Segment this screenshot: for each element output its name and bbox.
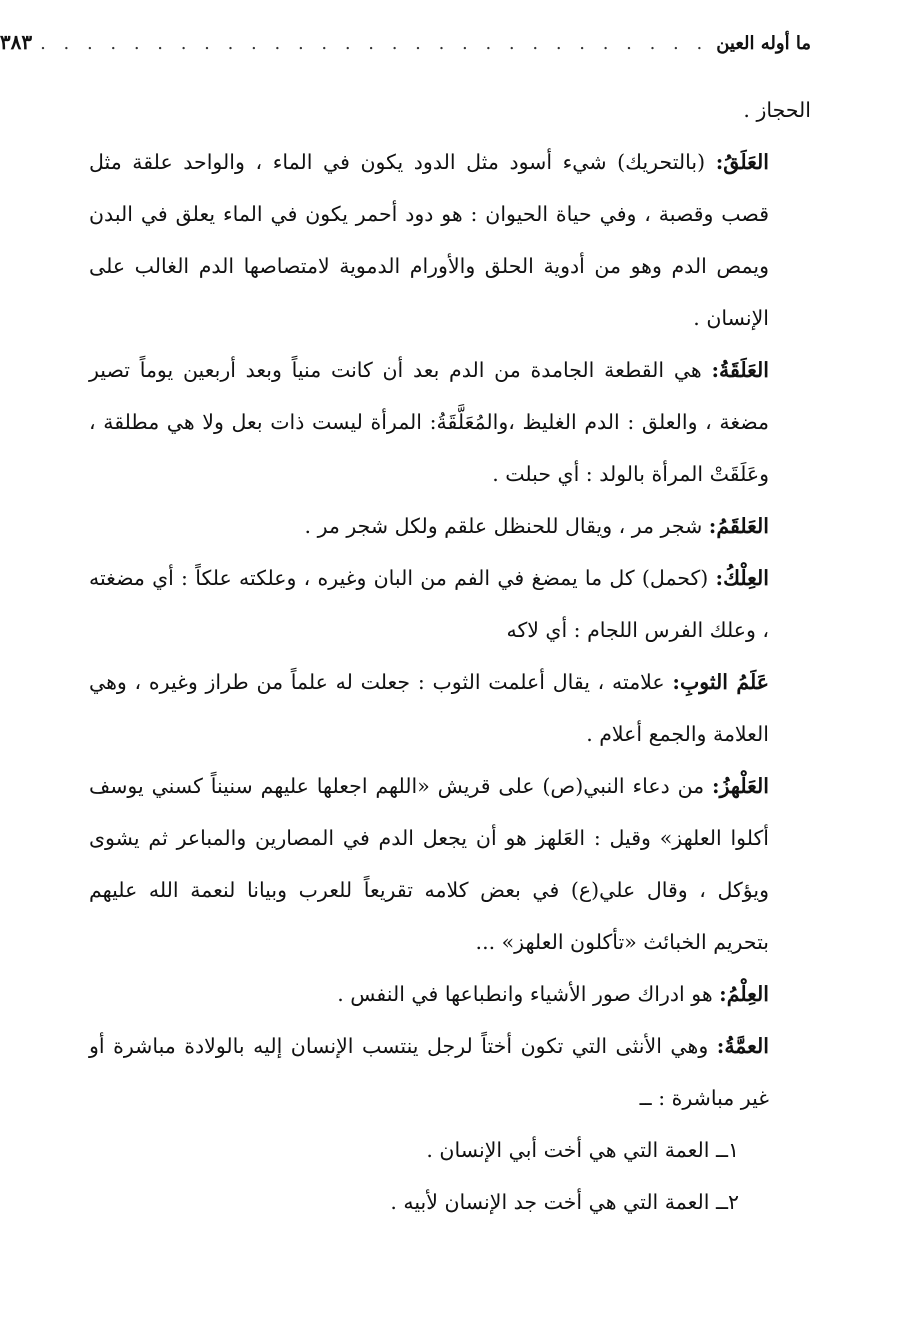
entry-text: علامته ، يقال أعلمت الثوب : جعلت له علماً من طراز وغيره ، وهي العلامة والجمع أعلام . xyxy=(89,670,769,746)
entry-text: (كحمل) كل ما يمضغ في الفم من البان وغيره ، وعلكته علكاً : أي مضغته ، وعلك الفرس اللجام : أي لاكه xyxy=(89,566,769,642)
chapter-title: ما أوله العين xyxy=(716,33,811,54)
entry-ilm xyxy=(89,968,811,1020)
entry-ilk xyxy=(89,552,811,656)
entry-headword: العَلَقَةُ: xyxy=(711,358,769,382)
entry-alqam xyxy=(89,500,811,552)
entry-text: شجر مر ، ويقال للحنظل علقم ولكل شجر مر . xyxy=(304,514,709,538)
entry-text: الحجاز . xyxy=(743,98,811,122)
dictionary-entries xyxy=(89,84,811,1228)
entry-alhaz xyxy=(89,760,811,968)
entry-amma xyxy=(89,1020,811,1124)
entry-headword: العِلْمُ: xyxy=(719,982,769,1006)
entry-headword: العَلقَمُ: xyxy=(708,514,769,538)
entry-text: (بالتحريك) شيء أسود مثل الدود يكون في الماء ، والواحد علقة مثل قصب وقصبة ، وفي حياة الحيوان : هو دود أحمر يكون في الماء يعلق في البدن ويمص الدم وهو من أدوية الحلق والأورام الدموية لامتصاصها الدم الغالب على الإنسان . xyxy=(89,150,770,330)
entry-alaqa xyxy=(89,344,811,500)
list-item: ٢ــ العمة التي هي أخت جد الإنسان لأبيه . xyxy=(390,1190,739,1214)
list-item: ١ــ العمة التي هي أخت أبي الإنسان . xyxy=(426,1138,739,1162)
entry-text: من دعاء النبي(ص) على قريش «اللهم اجعلها عليهم سنيناً كسني يوسف أكلوا العلهز» وقيل : العَلهز هو أن يجعل الدم في المصارين والمباعر ثم يشوى ويؤكل ، وقال علي(ع) في بعض كلامه تقريعاً للعرب وبيانا لنعمة الله عليهم بتحريم الخبائث «تأكلون العلهز» ... xyxy=(89,774,769,954)
entry-text: هو ادراك صور الأشياء وانطباعها في النفس . xyxy=(337,982,720,1006)
book-page xyxy=(0,30,811,1300)
entry-text: وهي الأنثى التي تكون أختاً لرجل ينتسب الإنسان إليه بالولادة مباشرة أو غير مباشرة : ــ xyxy=(89,1034,769,1110)
entry-headword: العَلْهزُ: xyxy=(712,774,769,798)
running-header xyxy=(0,30,811,70)
entry-headword: عَلَمُ الثوبِ: xyxy=(672,670,769,694)
continuation-line xyxy=(89,84,811,136)
leader-dots: . . . . . . . . . . . . . . . . . . . . . . . . . . . . . xyxy=(40,33,709,54)
entry-alam-althawb xyxy=(89,656,811,760)
entry-headword: العِلْكُ: xyxy=(715,566,769,590)
page-number: ٣٨٣ xyxy=(0,30,33,54)
entry-alaq xyxy=(89,136,811,344)
entry-text: هي القطعة الجامدة من الدم بعد أن كانت منياً وبعد أربعين يوماً تصير مضغة ، والعلق : الدم الغليظ ،والمُعَلَّقَةُ: المرأة ليست ذات بعل ولا هي مطلقة ، وعَلَقَتْ المرأة بالولد : أي حبلت . xyxy=(89,358,769,486)
entry-headword: العمَّةُ: xyxy=(716,1034,769,1058)
entry-headword: العَلَقُ: xyxy=(715,150,769,174)
